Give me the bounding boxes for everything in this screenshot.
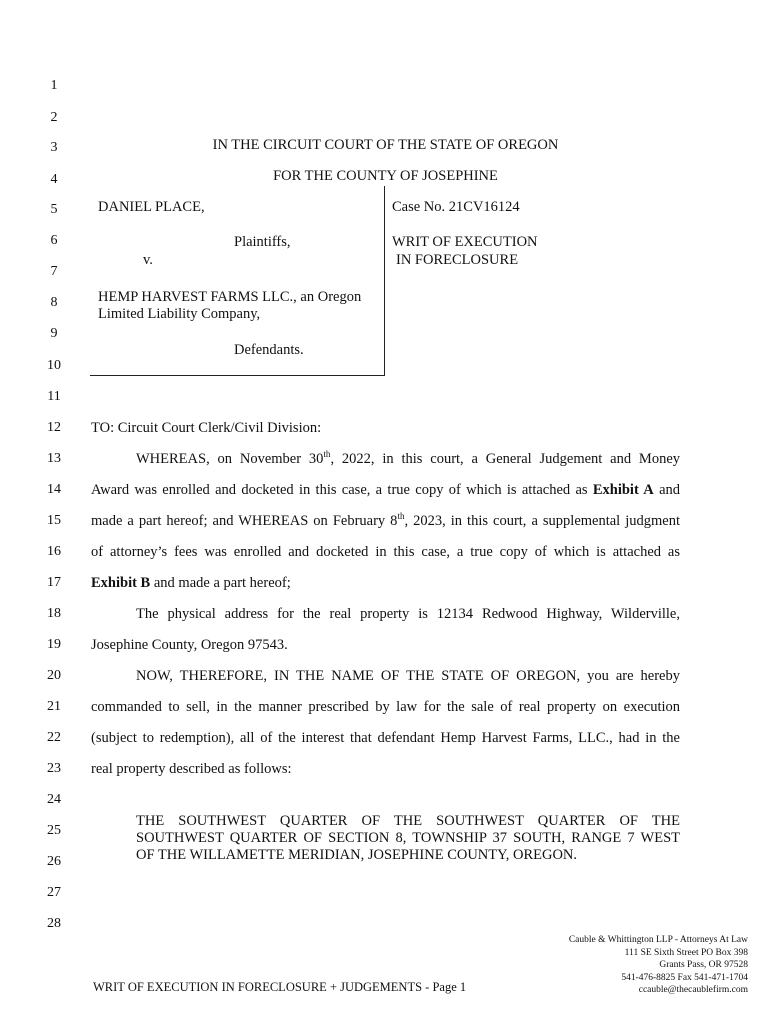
line-number: 19 [47, 637, 61, 652]
line-number: 16 [47, 544, 61, 559]
paragraph-line: Josephine County, Oregon 97543. [91, 637, 288, 653]
exhibit-a-reference: Exhibit A [592, 482, 654, 498]
text-span: Award was enrolled and docketed in this case, a true copy of which is attached as [91, 482, 593, 498]
line-number: 17 [47, 575, 61, 590]
paragraph-line: of attorney’s fees was enrolled and docketed in this case, a true copy of which is attached as [91, 544, 680, 560]
paragraph-line: NOW, THEREFORE, IN THE NAME OF THE STATE OF OREGON, you are hereby [136, 668, 680, 684]
legal-description [136, 813, 680, 864]
line-number: 24 [47, 792, 61, 807]
paragraph-line: (subject to redemption), all of the interest that defendant Hemp Harvest Farms, LLC., had in the [91, 730, 680, 746]
line-number: 18 [47, 606, 61, 621]
text-span: WHEREAS, on November 30 [136, 451, 324, 467]
paragraph-line [91, 513, 680, 530]
firm-email: ccauble@thecaublefirm.com [638, 985, 748, 995]
defendants-label: Defendants. [234, 342, 304, 358]
caption-divider-horizontal [90, 375, 385, 376]
plaintiffs-label: Plaintiffs, [234, 234, 291, 250]
text-span: made a part hereof; and WHEREAS on February 8 [91, 513, 398, 529]
line-number: 22 [47, 730, 61, 745]
paragraph-line [91, 575, 291, 592]
line-number: 23 [47, 761, 61, 776]
line-number: 12 [47, 420, 61, 435]
superscript: th [397, 511, 405, 522]
defendant-name: HEMP HARVEST FARMS LLC., an Oregon [98, 289, 362, 305]
line-number: 2 [50, 110, 58, 125]
addressee-line: TO: Circuit Court Clerk/Civil Division: [91, 420, 322, 436]
document-title-line1: WRIT OF EXECUTION [392, 234, 538, 250]
line-number: 13 [47, 451, 61, 466]
court-heading: IN THE CIRCUIT COURT OF THE STATE OF OREGON [212, 137, 559, 153]
caption-divider-vertical [384, 186, 385, 376]
defendant-description: Limited Liability Company, [98, 306, 261, 322]
line-number: 27 [47, 885, 61, 900]
line-number: 28 [47, 916, 61, 931]
line-number: 9 [50, 326, 58, 341]
paragraph-line: real property described as follows: [91, 761, 292, 777]
legal-description-line: SOUTHWEST QUARTER OF SECTION 8, TOWNSHIP 37 SOUTH, RANGE 7 WEST [136, 830, 680, 846]
exhibit-b-reference: Exhibit B [91, 575, 151, 591]
superscript: th [323, 449, 331, 460]
text-span: and made a part hereof; [150, 575, 291, 591]
plaintiff-name: DANIEL PLACE, [98, 199, 205, 215]
line-number: 6 [50, 233, 58, 248]
line-number: 7 [50, 264, 58, 279]
document-title-line2: IN FORECLOSURE [396, 252, 519, 268]
paragraph-line: The physical address for the real property is 12134 Redwood Highway, Wilderville, [136, 606, 680, 622]
text-span: and [653, 482, 681, 498]
line-number: 1 [50, 78, 58, 93]
line-number: 25 [47, 823, 61, 838]
firm-phone: 541-476-8825 Fax 541-471-1704 [621, 972, 748, 983]
line-number: 8 [50, 295, 58, 310]
line-number: 21 [47, 699, 61, 714]
line-number: 4 [50, 172, 58, 187]
text-span: , 2022, in this court, a General Judgement and Money [330, 451, 681, 467]
paragraph-line [91, 482, 680, 499]
line-number: 11 [47, 389, 61, 404]
legal-description-line: THE SOUTHWEST QUARTER OF THE SOUTHWEST QUARTER OF THE [136, 813, 680, 829]
line-number: 15 [47, 513, 61, 528]
line-number: 3 [50, 140, 58, 155]
county-heading: FOR THE COUNTY OF JOSEPHINE [273, 168, 498, 184]
page-footer: WRIT OF EXECUTION IN FORECLOSURE + JUDGEMENTS - Page 1 [93, 980, 467, 994]
line-number: 5 [50, 202, 58, 217]
versus-label: v. [143, 252, 153, 268]
line-number: 14 [47, 482, 61, 497]
text-span: , 2023, in this court, a supplemental judgment [404, 513, 680, 529]
line-number: 26 [47, 854, 61, 869]
firm-city: Grants Pass, OR 97528 [659, 960, 748, 970]
firm-contact-block [569, 934, 748, 997]
case-number: Case No. 21CV16124 [392, 199, 520, 215]
paragraph-line: commanded to sell, in the manner prescribed by law for the sale of real property on execution [91, 699, 680, 715]
line-number: 20 [47, 668, 61, 683]
line-number: 10 [47, 358, 61, 373]
paragraph-line [136, 451, 680, 468]
legal-description-line: OF THE WILLAMETTE MERIDIAN, JOSEPHINE COUNTY, OREGON. [136, 847, 578, 863]
firm-street: 111 SE Sixth Street PO Box 398 [624, 947, 748, 958]
firm-name: Cauble & Whittington LLP - Attorneys At Law [568, 935, 748, 945]
